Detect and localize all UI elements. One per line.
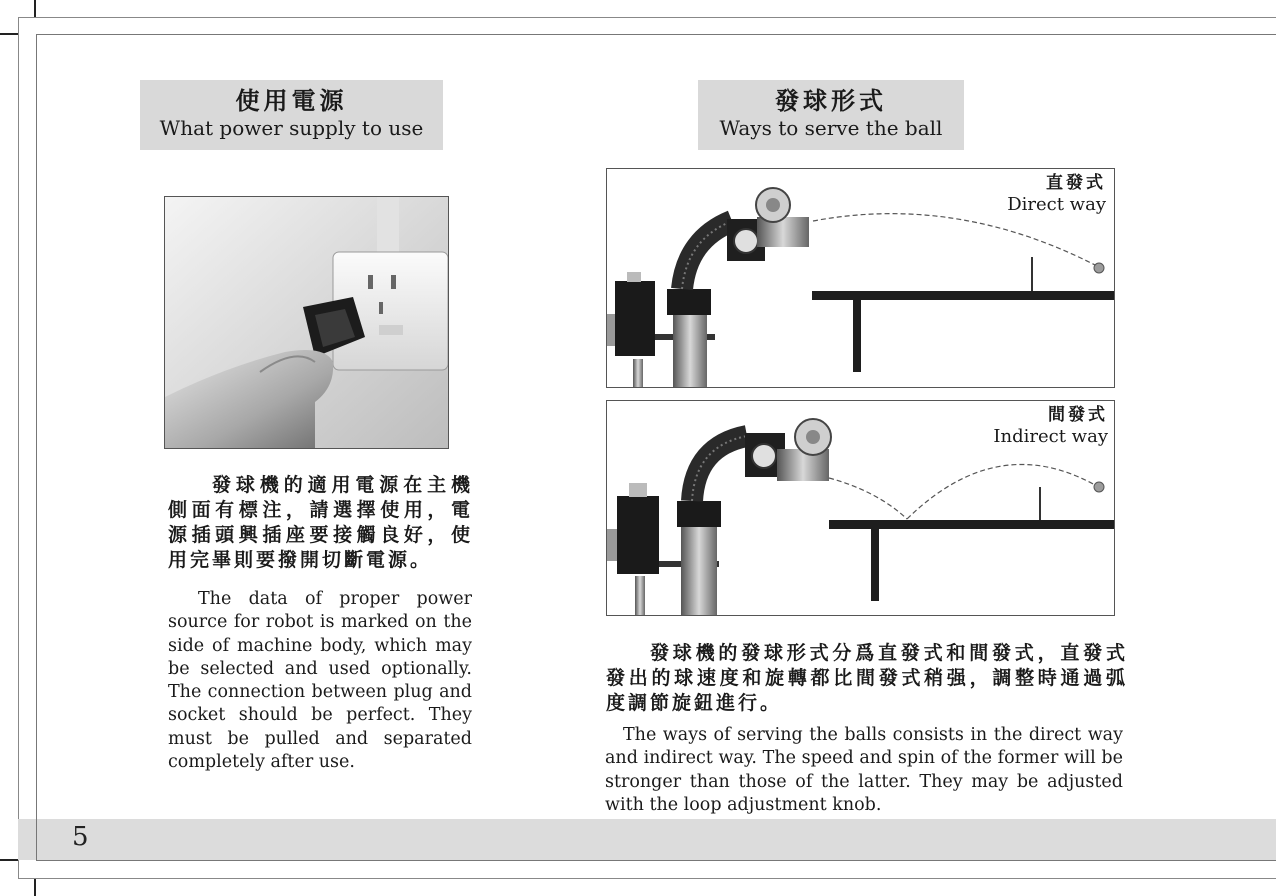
- serve-ways-heading-zh: 發球形式: [775, 86, 887, 115]
- power-supply-heading: [140, 80, 443, 150]
- power-supply-heading-en: What power supply to use: [159, 116, 424, 140]
- serve-ways-heading-en: Ways to serve the ball: [719, 116, 943, 140]
- indirect-way-label: [960, 404, 1108, 448]
- power-supply-heading-zh: 使用電源: [235, 86, 348, 115]
- serve-ways-heading: [698, 80, 964, 150]
- serve-ways-paragraph-en: The ways of serving the balls consists in the direct way and indirect way. The speed and spin of the former will be stronger than those of the latter. They may be adjusted with the loop adjustment knob.: [605, 725, 1123, 815]
- power-supply-paragraph-zh: 發球機的適用電源在主機側面有標注，請選擇使用，電源插頭興插座要接觸良好，使用完畢則要撥開切斷電源。: [168, 474, 473, 571]
- direct-way-label-zh: 直發式: [1046, 173, 1106, 193]
- direct-way-label-en: Direct way: [1007, 194, 1106, 215]
- power-supply-paragraph-en: The data of proper power source for robot is marked on the side of machine body, which may be selected and used optionally. The connection between plug and socket should be perfect. They must be pulled and separated completely after use.: [168, 589, 472, 773]
- direct-way-label: [990, 172, 1106, 216]
- crop-mark-bottom: [34, 879, 36, 896]
- crop-mark-top: [34, 0, 36, 17]
- indirect-way-label-zh: 間發式: [1048, 405, 1108, 425]
- crop-mark-left-top: [0, 33, 18, 35]
- page-number: 5: [72, 822, 89, 852]
- indirect-way-label-en: Indirect way: [993, 426, 1108, 447]
- crop-mark-left-bottom: [0, 859, 18, 861]
- serve-ways-paragraph-zh: 發球機的發球形式分爲直發式和間發式，直發式發出的球速度和旋轉都比間發式稍强，調整時通過弧度調節旋鈕進行。: [606, 642, 1128, 714]
- plug-socket-photo: [164, 196, 449, 449]
